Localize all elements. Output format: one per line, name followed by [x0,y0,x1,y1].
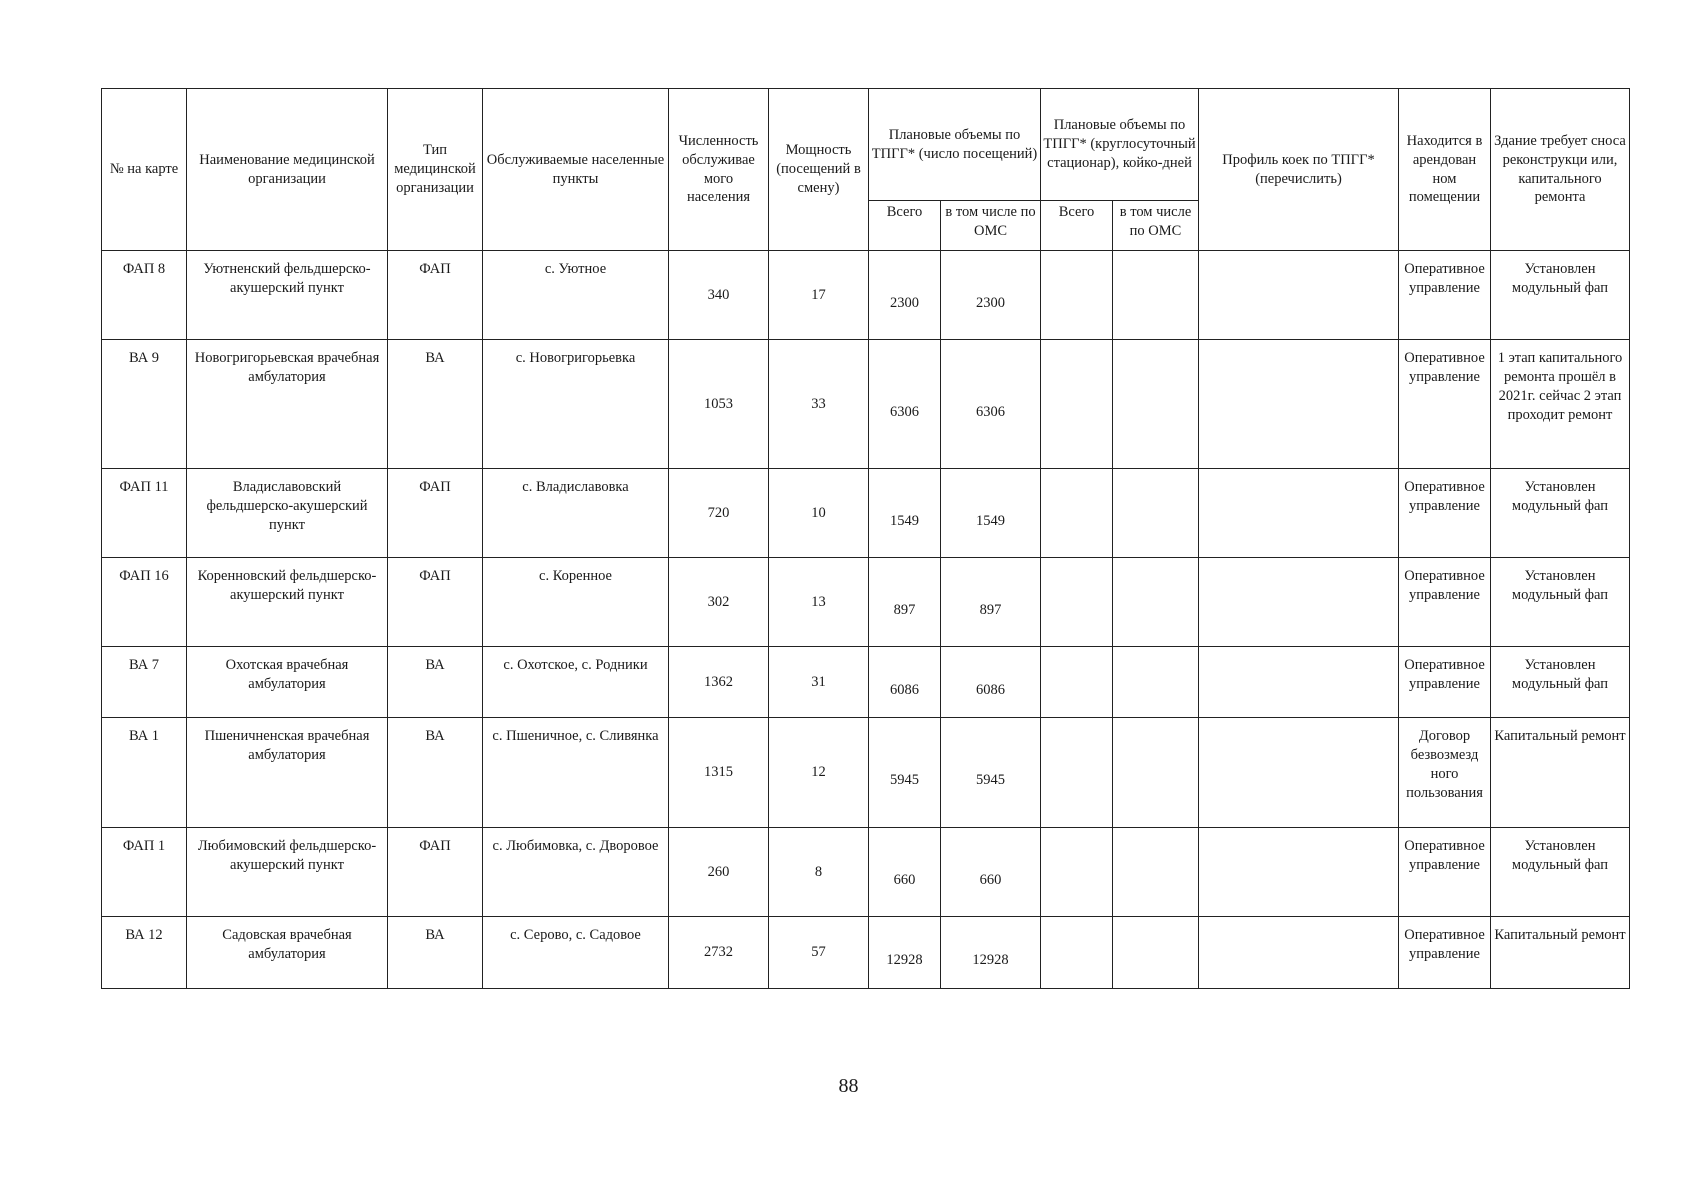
cell-building-state: Установлен модульный фап [1491,558,1630,647]
cell-beds-oms [1113,340,1199,469]
cell-rented: Оперативное управление [1399,251,1491,340]
cell-building-state: 1 этап капитального ремонта прошёл в 2021г. сейчас 2 этап проходит ремонт [1491,340,1630,469]
cell-visits-oms: 660 [941,828,1041,917]
table-row [102,828,1630,917]
cell-beds-total [1041,647,1113,718]
cell-rented: Оперативное управление [1399,828,1491,917]
cell-visits-oms: 1549 [941,469,1041,558]
cell-building-state: Установлен модульный фап [1491,647,1630,718]
cell-rented: Оперативное управление [1399,340,1491,469]
cell-building-state: Установлен модульный фап [1491,251,1630,340]
cell-capacity: 8 [769,828,869,917]
medical-organizations-table [101,88,1630,989]
cell-map-no: ФАП 8 [102,251,187,340]
cell-bed-profile [1199,917,1399,989]
cell-map-no: ФАП 16 [102,558,187,647]
page-number: 88 [838,1075,859,1097]
cell-visits-oms: 12928 [941,917,1041,989]
header-rented: Находится в арендован ном помещении [1399,89,1491,251]
header-beds-oms: в том числе по ОМС [1113,201,1199,251]
cell-capacity: 33 [769,340,869,469]
cell-settlements: с. Охотское, с. Родники [483,647,669,718]
cell-org-name: Коренновский фельдшерско-акушерский пункт [187,558,388,647]
cell-bed-profile [1199,718,1399,828]
table-row [102,718,1630,828]
cell-beds-total [1041,828,1113,917]
cell-beds-total [1041,917,1113,989]
cell-org-name: Уютненский фельдшерско-акушерский пункт [187,251,388,340]
header-bed-profile: Профиль коек по ТПГГ* (перечислить) [1199,89,1399,251]
cell-capacity: 12 [769,718,869,828]
cell-map-no: ВА 7 [102,647,187,718]
cell-building-state: Капитальный ремонт [1491,718,1630,828]
cell-bed-profile [1199,828,1399,917]
cell-visits-total: 2300 [869,251,941,340]
cell-visits-oms: 2300 [941,251,1041,340]
cell-visits-total: 6306 [869,340,941,469]
cell-population: 340 [669,251,769,340]
cell-bed-profile [1199,340,1399,469]
cell-org-type: ФАП [388,828,483,917]
cell-rented: Оперативное управление [1399,647,1491,718]
cell-map-no: ВА 1 [102,718,187,828]
cell-visits-oms: 897 [941,558,1041,647]
cell-population: 2732 [669,917,769,989]
cell-visits-oms: 5945 [941,718,1041,828]
cell-population: 302 [669,558,769,647]
cell-org-name: Новогригорьевская врачебная амбулатория [187,340,388,469]
header-building-state: Здание требует сноса реконструкци или, капитального ремонта [1491,89,1630,251]
cell-population: 720 [669,469,769,558]
cell-bed-profile [1199,558,1399,647]
cell-settlements: с. Новогригорьевка [483,340,669,469]
cell-settlements: с. Владиславовка [483,469,669,558]
cell-beds-total [1041,558,1113,647]
cell-org-type: ФАП [388,558,483,647]
cell-bed-profile [1199,469,1399,558]
cell-settlements: с. Серово, с. Садовое [483,917,669,989]
header-capacity: Мощность (посещений в смену) [769,89,869,251]
cell-org-type: ВА [388,647,483,718]
cell-visits-total: 897 [869,558,941,647]
cell-org-type: ФАП [388,469,483,558]
table-row [102,251,1630,340]
cell-population: 1315 [669,718,769,828]
cell-visits-total: 6086 [869,647,941,718]
cell-capacity: 31 [769,647,869,718]
cell-beds-oms [1113,558,1199,647]
cell-bed-profile [1199,647,1399,718]
cell-capacity: 57 [769,917,869,989]
cell-rented: Оперативное управление [1399,917,1491,989]
header-planned-visits: Плановые объемы по ТПГГ* (число посещений) [869,89,1041,201]
cell-settlements: с. Любимовка, с. Дворовое [483,828,669,917]
cell-beds-oms [1113,828,1199,917]
table-row [102,558,1630,647]
cell-beds-total [1041,718,1113,828]
cell-beds-oms [1113,718,1199,828]
cell-org-name: Пшеничненская врачебная амбулатория [187,718,388,828]
cell-rented: Договор безвозмезд ного пользования [1399,718,1491,828]
cell-org-name: Владиславовский фельдшерско-акушерский пункт [187,469,388,558]
cell-org-type: ВА [388,917,483,989]
cell-capacity: 13 [769,558,869,647]
cell-org-name: Охотская врачебная амбулатория [187,647,388,718]
table-row [102,469,1630,558]
cell-visits-total: 5945 [869,718,941,828]
cell-building-state: Установлен модульный фап [1491,469,1630,558]
cell-map-no: ФАП 1 [102,828,187,917]
table-row [102,340,1630,469]
header-visits-total: Всего [869,201,941,251]
cell-beds-total [1041,469,1113,558]
header-planned-beds: Плановые объемы по ТПГГ* (круглосуточный стационар), койко-дней [1041,89,1199,201]
cell-capacity: 10 [769,469,869,558]
header-visits-oms: в том числе по ОМС [941,201,1041,251]
cell-org-name: Любимовский фельдшерско-акушерский пункт [187,828,388,917]
cell-org-name: Садовская врачебная амбулатория [187,917,388,989]
cell-settlements: с. Коренное [483,558,669,647]
cell-visits-total: 1549 [869,469,941,558]
cell-building-state: Капитальный ремонт [1491,917,1630,989]
table-row [102,647,1630,718]
cell-population: 1362 [669,647,769,718]
cell-beds-oms [1113,917,1199,989]
cell-beds-total [1041,251,1113,340]
cell-map-no: ВА 12 [102,917,187,989]
cell-visits-oms: 6086 [941,647,1041,718]
header-org-name: Наименование медицинской организации [187,89,388,251]
cell-map-no: ФАП 11 [102,469,187,558]
cell-rented: Оперативное управление [1399,558,1491,647]
cell-org-type: ФАП [388,251,483,340]
cell-capacity: 17 [769,251,869,340]
cell-visits-total: 12928 [869,917,941,989]
table-header [102,89,1630,251]
cell-population: 1053 [669,340,769,469]
cell-settlements: с. Уютное [483,251,669,340]
cell-beds-oms [1113,469,1199,558]
cell-org-type: ВА [388,340,483,469]
header-map-no: № на карте [102,89,187,251]
cell-visits-oms: 6306 [941,340,1041,469]
cell-visits-total: 660 [869,828,941,917]
cell-population: 260 [669,828,769,917]
header-org-type: Тип медицинской организации [388,89,483,251]
cell-settlements: с. Пшеничное, с. Сливянка [483,718,669,828]
cell-org-type: ВА [388,718,483,828]
table-body [102,251,1630,989]
cell-rented: Оперативное управление [1399,469,1491,558]
table-row [102,917,1630,989]
cell-building-state: Установлен модульный фап [1491,828,1630,917]
header-settlements: Обслуживаемые населенные пункты [483,89,669,251]
header-beds-total: Всего [1041,201,1113,251]
cell-beds-oms [1113,251,1199,340]
header-population: Численность обслуживае мого населения [669,89,769,251]
cell-beds-total [1041,340,1113,469]
cell-beds-oms [1113,647,1199,718]
cell-map-no: ВА 9 [102,340,187,469]
cell-bed-profile [1199,251,1399,340]
